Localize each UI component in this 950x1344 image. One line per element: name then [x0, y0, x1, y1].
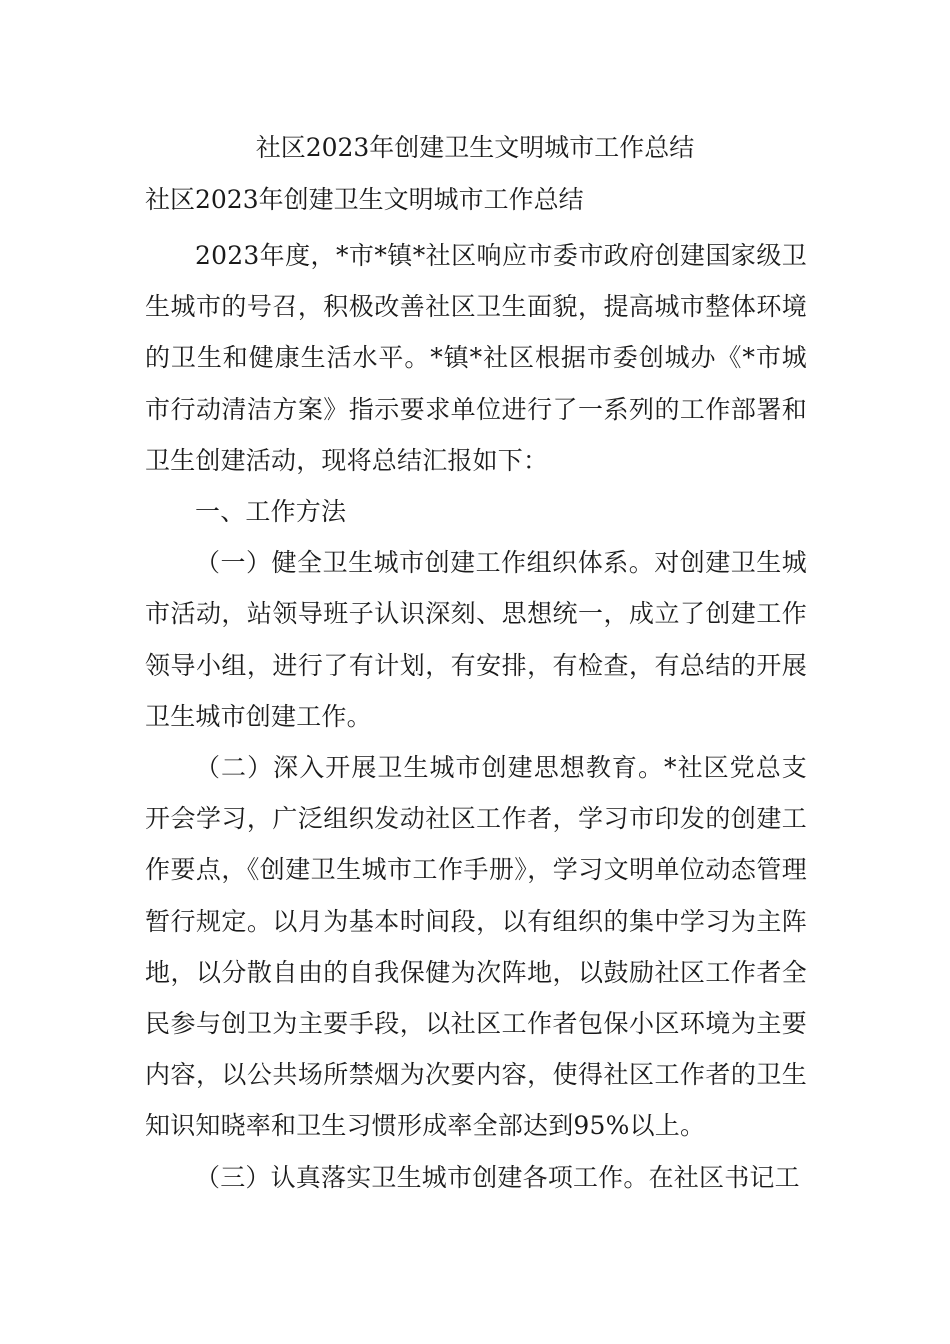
paragraph-intro: 2023年度，*市*镇*社区响应市委市政府创建国家级卫生城市的号召，积极改善社区卫生面貌，提高城市整体环境的卫生和健康生活水平。*镇*社区根据市委创城办《*市城市行动清洁方案》指示要求单位进行了一系列的工作部署和卫生创建活动，现将总结汇报如下： [145, 241, 807, 475]
document-body [145, 230, 807, 1203]
paragraph-education: （二）深入开展卫生城市创建思想教育。*社区党总支开会学习，广泛组织发动社区工作者，学习市印发的创建工作要点，《创建卫生城市工作手册》，学习文明单位动态管理暂行规定。以月为基本时间段，以有组织的集中学习为主阵地，以分散自由的自我保健为次阵地，以鼓励社区工作者全民参与创卫为主要手段，以社区工作者包保小区环境为主要内容，以公共场所禁烟为次要内容，使得社区工作者的卫生知识知晓率和卫生习惯形成率全部达到95%以上。 [145, 753, 807, 1141]
document-subtitle: 社区2023年创建卫生文明城市工作总结 [145, 185, 584, 214]
paragraph-implementation: （三）认真落实卫生城市创建各项工作。在社区书记工 [195, 1162, 800, 1192]
paragraph-organization: （一）健全卫生城市创建工作组织体系。对创建卫生城市活动，站领导班子认识深刻、思想统一，成立了创建工作领导小组，进行了有计划，有安排，有检查，有总结的开展卫生城市创建工作。 [145, 548, 807, 731]
section-heading-methods: 一、工作方法 [195, 497, 347, 527]
document-title: 社区2023年创建卫生文明城市工作总结 [255, 133, 695, 162]
